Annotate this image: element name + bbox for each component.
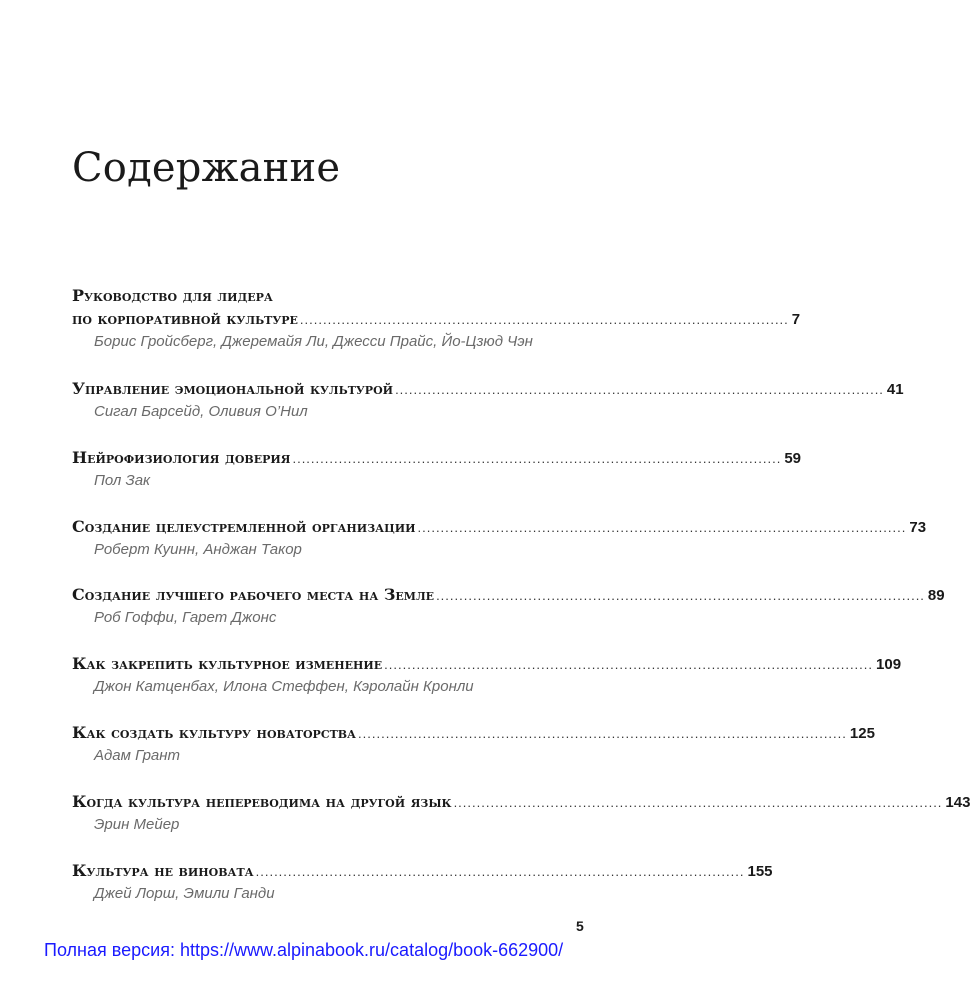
toc-entry[interactable] (72, 790, 970, 836)
toc-entry[interactable] (72, 377, 904, 423)
toc-entry-title-line (72, 859, 773, 883)
toc-entry-authors: Адам Грант (94, 747, 181, 764)
toc-entry[interactable] (72, 515, 927, 561)
toc-entry-authors: Сигал Барсейд, Оливия О’Нил (94, 403, 308, 420)
toc-entry-authors: Эрин Мейер (94, 816, 180, 833)
toc-entry-title-line (72, 583, 945, 607)
toc-entry-title-line (72, 515, 927, 539)
toc-entry-authors: Роберт Куинн, Анджан Такор (94, 541, 302, 558)
toc-entry[interactable] (72, 652, 902, 698)
dot-leader: .......................................................................................................... (299, 312, 789, 327)
toc-entry-title: по корпоративной культуре (72, 309, 298, 328)
toc-page-number: 41 (886, 381, 904, 398)
toc-entry[interactable] (72, 284, 801, 353)
toc-entry[interactable] (72, 446, 802, 492)
toc-entry-title: Как создать культуру новаторства (72, 723, 357, 742)
toc-entry[interactable] (72, 583, 945, 629)
toc-entry-title-line (72, 377, 904, 401)
toc-entry-authors: Борис Гройсберг, Джеремайя Ли, Джесси Прайс, Йо-Цзюд Чэн (94, 333, 533, 350)
toc-page-number: 143 (945, 794, 970, 811)
toc-entry[interactable] (72, 721, 875, 767)
toc-page-number: 109 (876, 656, 902, 673)
toc-entry-title: Управление эмоциональной культурой (72, 379, 394, 398)
page-number: 5 (576, 918, 584, 934)
toc-entry-title: Создание лучшего рабочего места на Земле (72, 585, 435, 604)
dot-leader: .......................................................................................................... (292, 451, 782, 466)
dot-leader: .......................................................................................................... (255, 864, 745, 879)
dot-leader: .......................................................................................................... (417, 520, 907, 535)
toc-entry-title: Создание целеустремленной организации (72, 517, 416, 536)
dot-leader: .......................................................................................................... (453, 795, 943, 810)
dot-leader: .......................................................................................................... (436, 588, 925, 603)
toc-page-number: 7 (791, 311, 801, 328)
toc-entry-authors: Роб Гоффи, Гарет Джонс (94, 609, 277, 626)
toc-entry-title-line (72, 721, 875, 745)
toc-page-number: 155 (747, 863, 773, 880)
dot-leader: .......................................................................................................... (358, 726, 847, 741)
toc-entry-authors: Джон Катценбах, Илона Стеффен, Кэролайн Кронли (94, 678, 474, 695)
toc-entry-title: Когда культура непереводима на другой язык (72, 792, 452, 811)
toc-entry-title-line (72, 307, 801, 331)
dot-leader: .......................................................................................................... (384, 657, 874, 672)
toc-entry-title: Культура не виновата (72, 861, 254, 880)
toc-entry[interactable] (72, 859, 773, 905)
toc-entry-title-line (72, 652, 902, 676)
dot-leader: .......................................................................................................... (395, 382, 884, 397)
toc-page-number: 89 (927, 587, 945, 604)
toc-entry-authors: Джей Лорш, Эмили Ганди (94, 885, 275, 902)
page-title: Содержание (72, 145, 341, 191)
full-version-link[interactable]: Полная версия: https://www.alpinabook.ru/catalog/book-662900/ (44, 940, 564, 960)
toc-entry-title-line (72, 446, 802, 470)
toc-entry-title-line (72, 790, 970, 814)
toc-entry-title-line (72, 284, 592, 307)
toc-page-number: 125 (849, 725, 875, 742)
toc-page-number: 73 (909, 519, 927, 536)
toc-page-number: 59 (784, 450, 802, 467)
toc-entry-title: Руководство для лидера (72, 286, 273, 305)
toc-entry-authors: Пол Зак (94, 472, 151, 489)
toc-entry-title: Нейрофизиология доверия (72, 448, 291, 467)
toc-entry-title: Как закрепить культурное изменение (72, 654, 383, 673)
